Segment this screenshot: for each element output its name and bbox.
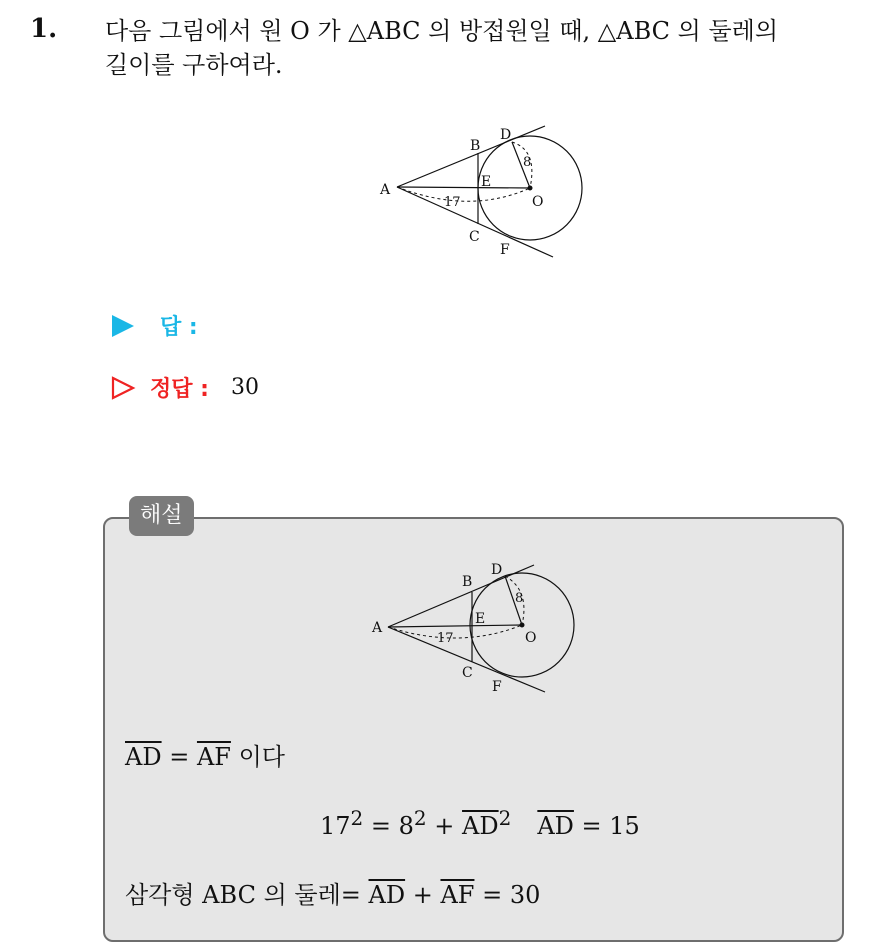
segment-ad: $\overline{AD}$ <box>537 812 574 840</box>
dashed-arc-ao <box>397 187 530 201</box>
segment-af: $\overline{AF}$ <box>440 881 475 909</box>
segment-ae-o <box>397 187 530 188</box>
perimeter-prefix: 삼각형 ABC 의 둘레= <box>125 881 369 909</box>
segment-ae-o <box>388 625 522 627</box>
correct-answer-value: 30 <box>230 375 259 400</box>
result-15: = 15 <box>573 812 640 840</box>
label-e: E <box>481 174 492 190</box>
exponent: 2 <box>413 806 427 830</box>
label-b: B <box>470 138 481 154</box>
question-text <box>105 14 875 82</box>
answer-row <box>110 310 198 341</box>
label-o: O <box>532 194 544 210</box>
term-17: 17 <box>320 812 351 840</box>
solution-line2-equation <box>320 806 640 840</box>
suffix-text: 이다 <box>230 743 285 771</box>
segment-af: $\overline{AF}$ <box>196 743 231 771</box>
filled-triangle-right-icon <box>110 313 136 339</box>
length-label-17: 17 <box>437 631 454 646</box>
question-text-line2: 길이를 구하여라. <box>105 51 283 79</box>
equals-sign: = <box>161 743 197 771</box>
term-8: = 8 <box>363 812 414 840</box>
label-b: B <box>462 574 473 590</box>
label-c: C <box>469 229 480 245</box>
length-label-8: 8 <box>523 155 532 170</box>
center-point-o <box>528 186 533 191</box>
solution-line3 <box>125 875 540 910</box>
label-e: E <box>475 611 486 627</box>
segment-ad: $\overline{AD}$ <box>125 743 162 771</box>
result-30: = 30 <box>474 881 541 909</box>
exponent: 2 <box>350 806 364 830</box>
exponent: 2 <box>498 806 512 830</box>
outline-triangle-right-icon <box>110 375 136 401</box>
label-d: D <box>491 562 503 578</box>
length-label-17: 17 <box>444 195 461 210</box>
plus-sign: + <box>405 881 441 909</box>
correct-answer-label: 정답 : <box>150 377 209 402</box>
question-text-line1: 다음 그림에서 원 O 가 △ABC 의 방접원일 때, △ABC 의 둘레의 <box>105 17 779 45</box>
label-c: C <box>462 665 473 681</box>
label-f: F <box>500 242 510 258</box>
answer-label: 답 : <box>160 315 198 340</box>
solution-line1 <box>125 737 285 772</box>
segment-ad: $\overline{AD}$ <box>368 881 406 909</box>
tangent-line-lower <box>388 627 545 692</box>
label-a: A <box>380 182 391 198</box>
question-figure <box>370 118 570 263</box>
solution-figure <box>366 558 566 698</box>
tangent-line-lower <box>397 187 553 257</box>
length-label-8: 8 <box>515 591 524 606</box>
center-point-o <box>520 623 525 628</box>
question-number: 1. <box>30 14 58 44</box>
label-d: D <box>500 127 512 143</box>
segment-ad: $\overline{AD}$ <box>462 812 499 840</box>
plus-sign: + <box>426 812 463 840</box>
label-f: F <box>492 679 502 695</box>
label-o: O <box>525 630 537 646</box>
solution-tag: 해설 <box>129 496 194 536</box>
correct-answer-row <box>110 372 259 403</box>
label-a: A <box>372 620 383 636</box>
